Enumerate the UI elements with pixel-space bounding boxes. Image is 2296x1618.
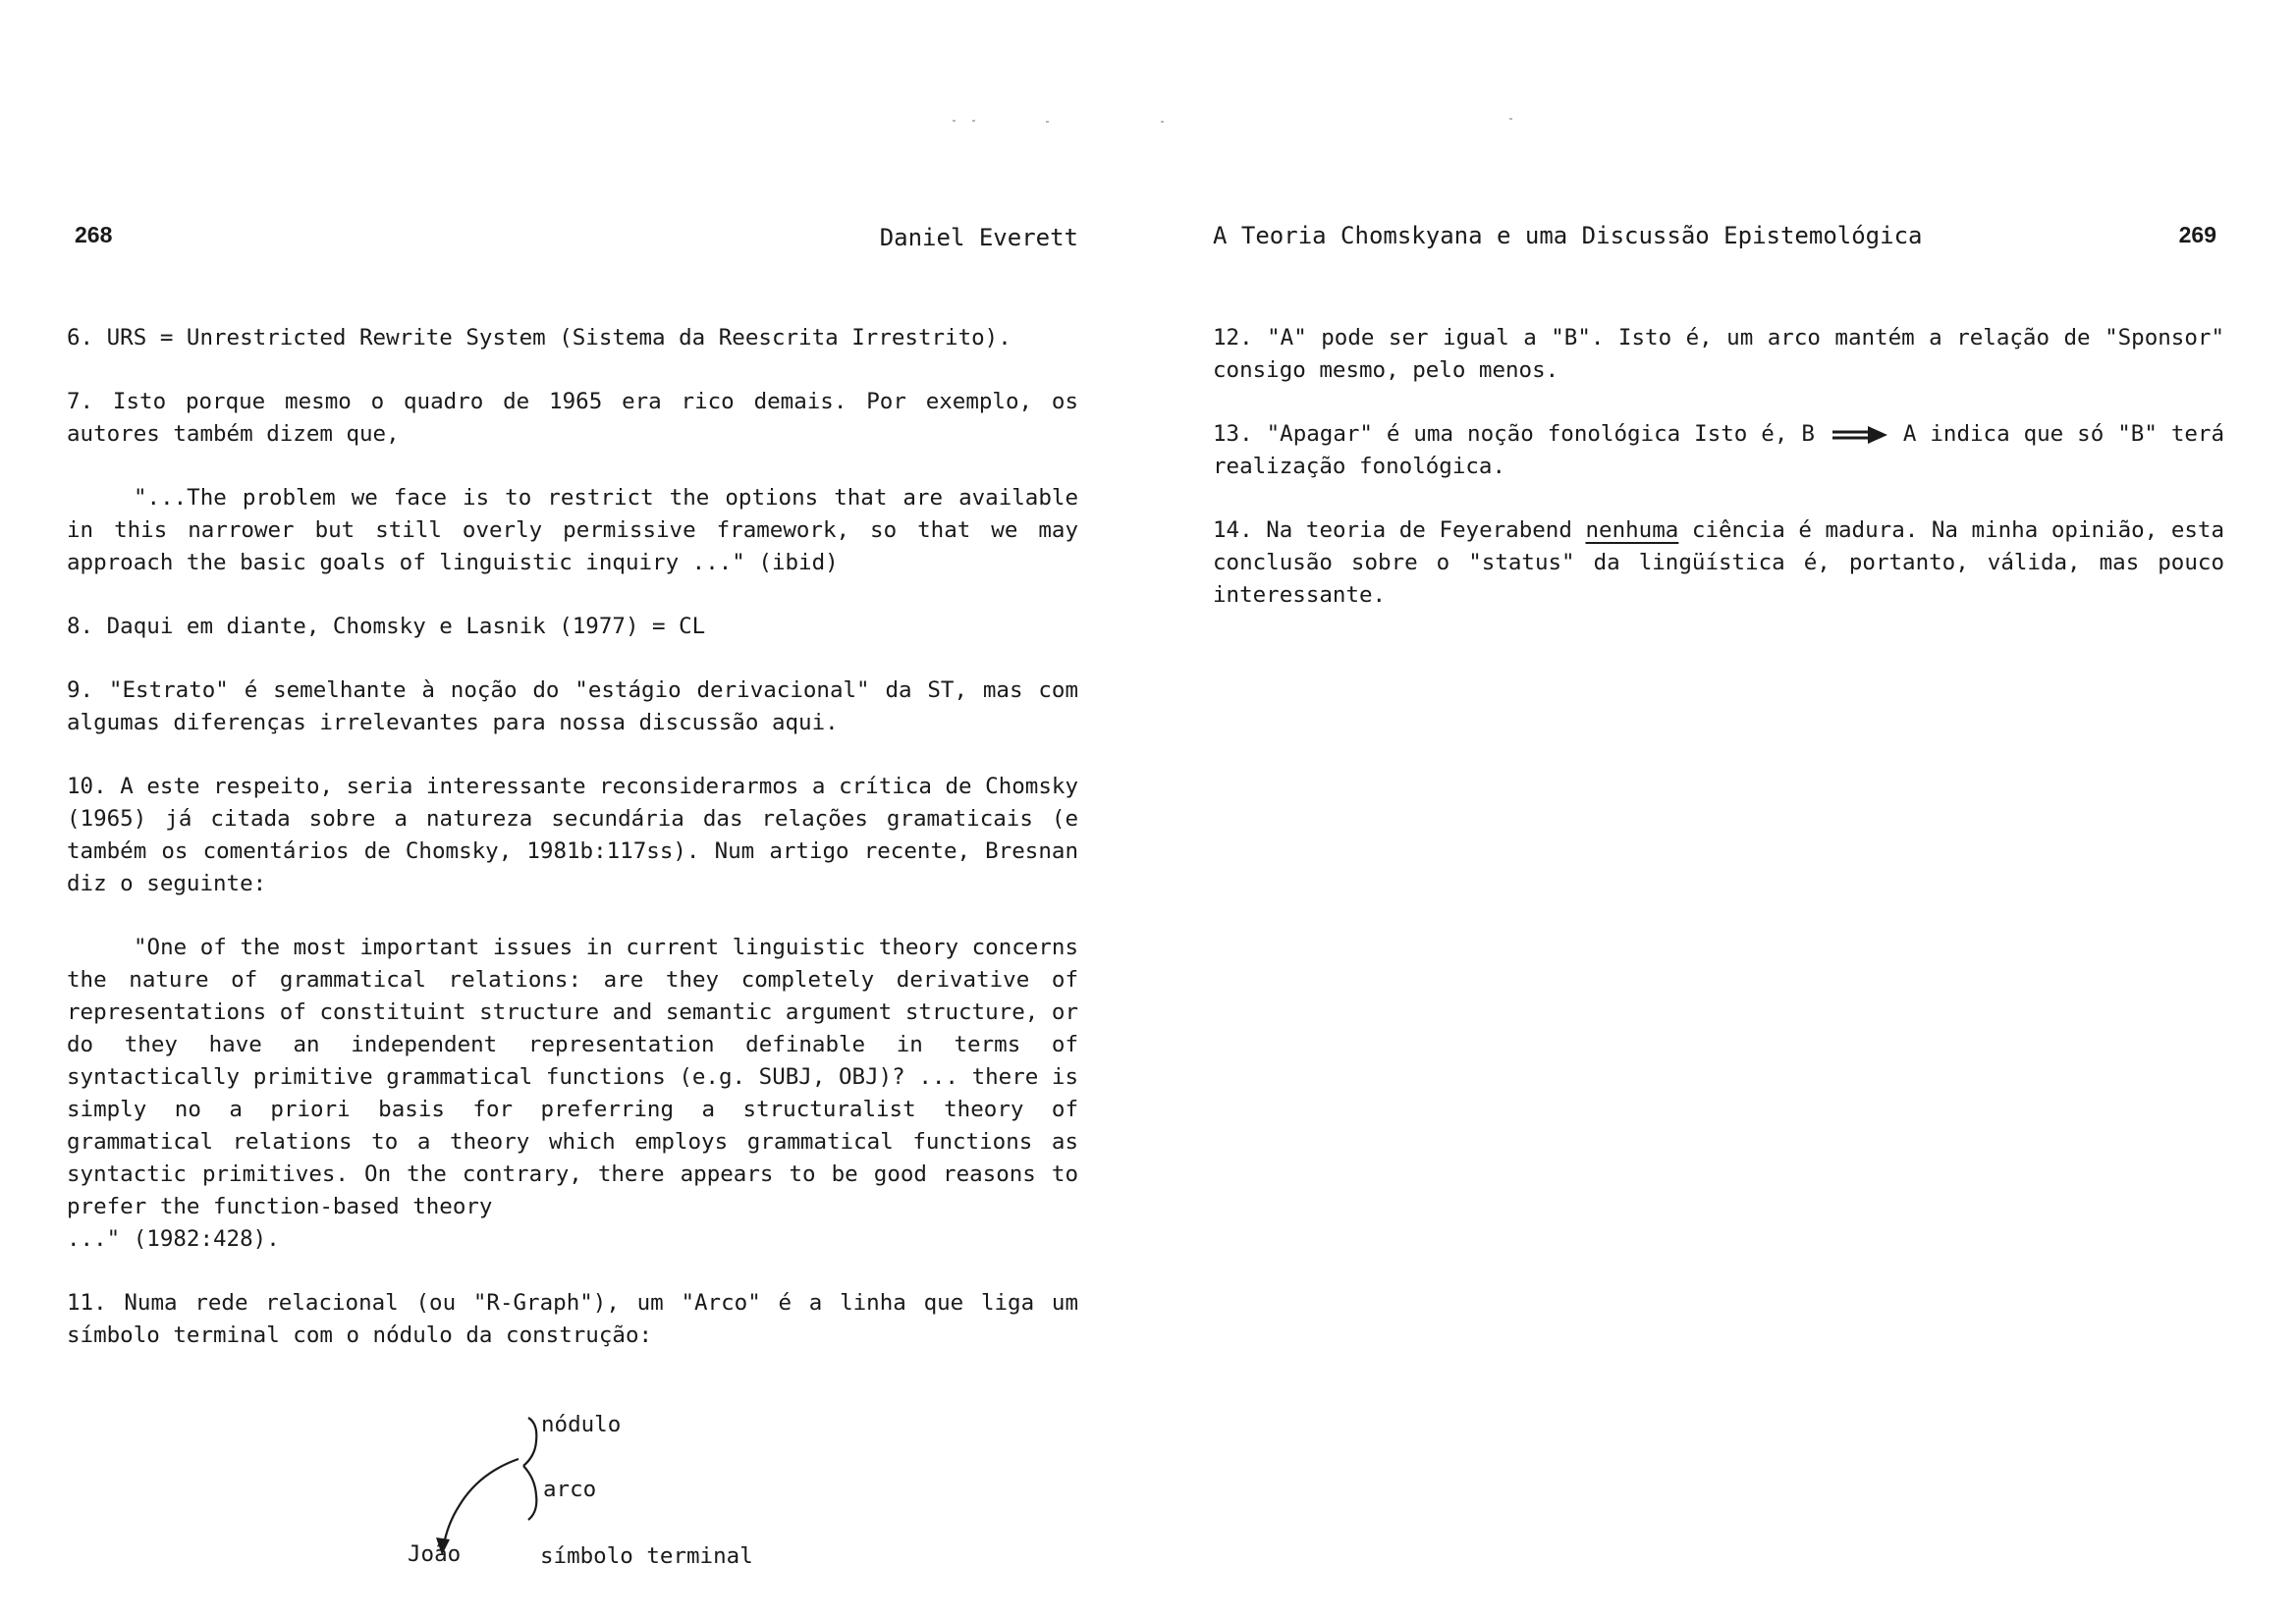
right-page [1213,0,2224,1618]
node-bracket [523,1418,536,1466]
left-running-head [67,222,1078,255]
scan-speck [972,120,975,122]
scan-speck [953,120,956,122]
quote-note-10-body: "One of the most important issues in current linguistic theory concerns the nature of grammatical relations: are they completely derivative of representations of constituint structure and semantic argument structure, or do they have an independent representation definable in terms of syntactically primitive grammatical functions (e.g. SUBJ, OBJ)? ... there is simply no a priori basis for preferring a structuralist theory of grammatical relations to a theory which employs grammatical functions as syntactic primitives. On the contrary, there appears to be good reasons to prefer the function-based theory [67,935,1078,1219]
diagram-label-arc: arco [543,1477,597,1502]
quote-note-7: "...The problem we face is to restrict the options that are available in this narrower but still overly permissive framework, so that we may approach the basic goals of linguistic inquiry ..." (ibid) [67,485,1078,575]
relational-network-diagram [337,1412,808,1589]
quote-note-10-tail: ..." (1982:428). [67,1226,280,1252]
scan-speck [1161,121,1164,123]
note-14-before: 14. Na teoria de Feyerabend [1213,517,1572,543]
arc-line [443,1459,519,1549]
diagram-label-node: nódulo [541,1412,622,1437]
left-notes [67,322,1078,1383]
note-10: 10. A este respeito, seria interessante reconsiderarmos a crítica de Chomsky (1965) já citada sobre a natureza secundária das relações gramaticais (e também os comentários de Chomsky, 1981b:117ss). Num artigo recente, Bresnan diz o seguinte: [67,774,1078,896]
right-notes [1213,322,2224,643]
note-14-emphasis: nenhuma [1585,517,1679,543]
note-13-before: 13. "Apagar" é uma noção fonológica Isto é, B [1213,421,1815,447]
note-7: 7. Isto porque mesmo o quadro de 1965 era rico demais. Por exemplo, os autores também dizem que, [67,389,1078,447]
scan-speck [1509,118,1512,120]
right-running-head [1213,222,2224,255]
double-arrow-icon [1829,425,1889,445]
right-running-head-title: A Teoria Chomskyana e uma Discussão Epistemológica [1213,222,1923,249]
note-13 [1213,418,2224,483]
scan-speck [1046,121,1049,123]
arc-bracket [523,1466,536,1520]
note-14-after: ciência é madura. Na minha opinião, esta conclusão sobre o "status" da lingüística é, portanto, válida, mas pouco interessante. [1213,517,2225,608]
diagram-label-terminal: símbolo terminal [540,1543,753,1569]
note-9: 9. "Estrato" é semelhante à noção do "estágio derivacional" da ST, mas com algumas diferenças irrelevantes para nossa discussão aqui. [67,677,1078,735]
diagram-label-word: João [408,1541,462,1567]
left-running-head-author: Daniel Everett [879,224,1078,251]
note-8: 8. Daqui em diante, Chomsky e Lasnik (1977) = CL [67,614,706,639]
note-13-after: A indica que só "B" terá realização fonológica. [1213,421,2225,479]
right-page-number: 269 [2178,222,2216,247]
note-12: 12. "A" pode ser igual a "B". Isto é, um arco mantém a relação de "Sponsor" consigo mesmo, pelo menos. [1213,325,2224,383]
left-page [67,0,1078,1618]
note-6: 6. URS = Unrestricted Rewrite System (Sistema da Reescrita Irrestrito). [67,325,1011,351]
note-14 [1213,514,2224,612]
left-page-number: 268 [75,222,113,247]
note-11: 11. Numa rede relacional (ou "R-Graph"), um "Arco" é a linha que liga um símbolo terminal com o nódulo da construção: [67,1290,1078,1348]
quote-note-10 [67,932,1078,1256]
